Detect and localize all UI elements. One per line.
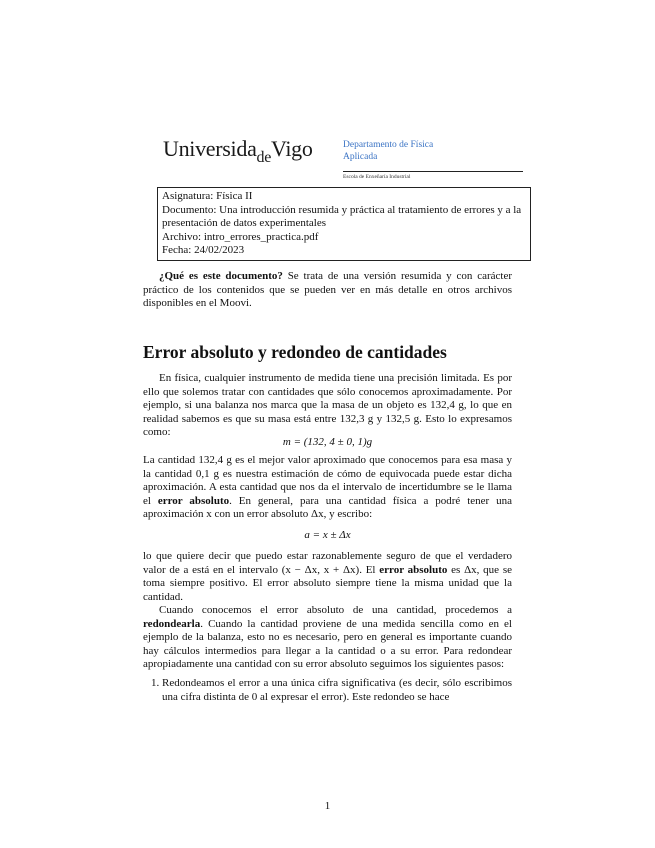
paragraph-2-a: La cantidad 132,4 g es el mejor valor aproximado que conocemos para esa masa y la cantidad 0,1 g es nuestra estimación de cómo de equivocada puede estar dicha aproximación. A esta cantidad que nos da el intervalo de incertidumbre se le llama el [143, 454, 512, 507]
dept-line-1: Departamento de Física [343, 140, 434, 150]
paragraph-3-a: lo que quiere decir que puedo estar razonablemente seguro de que el verdadero valor de a está en el intervalo (x − Δx, x + Δx). El [143, 550, 512, 576]
info-fecha: Fecha: 24/02/2023 [162, 244, 245, 256]
intro-question: ¿Qué es este documento? [159, 270, 283, 282]
logo-text-main: Universida [163, 136, 257, 161]
equation-2: a = x ± Δx [304, 529, 351, 541]
info-documento: Documento: Una introducción resumida y práctica al tratamiento de errores y a la presentación de datos experimentales [162, 203, 522, 229]
list-item-number: 1. [151, 677, 160, 689]
department-name [343, 139, 433, 163]
paragraph-4 [143, 604, 512, 672]
equation-1: m = (132, 4 ± 0, 1)g [282, 436, 373, 448]
info-archivo: Archivo: intro_errores_practica.pdf [162, 230, 319, 243]
paragraph-3-bold: error absoluto [379, 563, 448, 576]
paragraph-3-c: es Δx, que se toma siempre positivo. El error absoluto siempre tiene la misma unidad que la cantidad. [143, 563, 512, 603]
school-name: Escola de Enxeñaría Industrial [343, 174, 411, 180]
paragraph-4-c: . Cuando la cantidad proviene de una medida sencilla como en el ejemplo de la balanza, esto no es necesario, pero en general es importante cuando hay cálculos intermedios para llegar a la cantidad o a su error. Para redondear apropiadamente una cantidad con su error absoluto seguimos los siguientes pasos: [143, 617, 512, 671]
header-rule [343, 171, 523, 172]
page-number: 1 [324, 800, 331, 812]
logo-text-end: Vigo [271, 136, 313, 161]
paragraph-2-c: . En general, para una cantidad física a podré tener una aproximación x con un error absoluto Δx, y escribo: [143, 494, 512, 521]
paragraph-2 [143, 454, 512, 522]
info-asignatura: Asignatura: Física II [162, 190, 253, 202]
section-title: Error absoluto y redondeo de cantidades [143, 342, 447, 362]
intro-paragraph [143, 270, 512, 311]
paragraph-4-bold: redondearla [143, 617, 201, 630]
intro-text: Se trata de una versión resumida y con carácter práctico de los contenidos que se pueden ver en más detalle en otros archivos disponibles en el Moovi. [143, 270, 512, 310]
document-info-box [157, 187, 531, 261]
paragraph-4-a: Cuando conocemos el error absoluto de una cantidad, procedemos a [159, 604, 512, 616]
paragraph-1: En física, cualquier instrumento de medida tiene una precisión limitada. Es por ello que solemos tratar con cantidades que sólo conocemos aproximadamente. Por ejemplo, si una balanza nos marca que la masa de un objeto es 132,4 g, lo que en realidad sabemos es que su masa está entre 132,3 g y 132,5 g. Esto lo expresamos como: [143, 372, 512, 439]
paragraph-2-bold: error absoluto [157, 494, 230, 507]
list-item [143, 677, 512, 704]
list-item-text: Redondeamos el error a una única cifra significativa (es decir, sólo escribimos una cifra distinta de 0 al expresar el error). Este redondeo se hace [162, 677, 512, 703]
dept-line-2: Aplicada [343, 152, 378, 162]
paragraph-3 [143, 550, 512, 604]
logo-text-sub: de [256, 149, 272, 166]
university-logo [163, 136, 313, 166]
